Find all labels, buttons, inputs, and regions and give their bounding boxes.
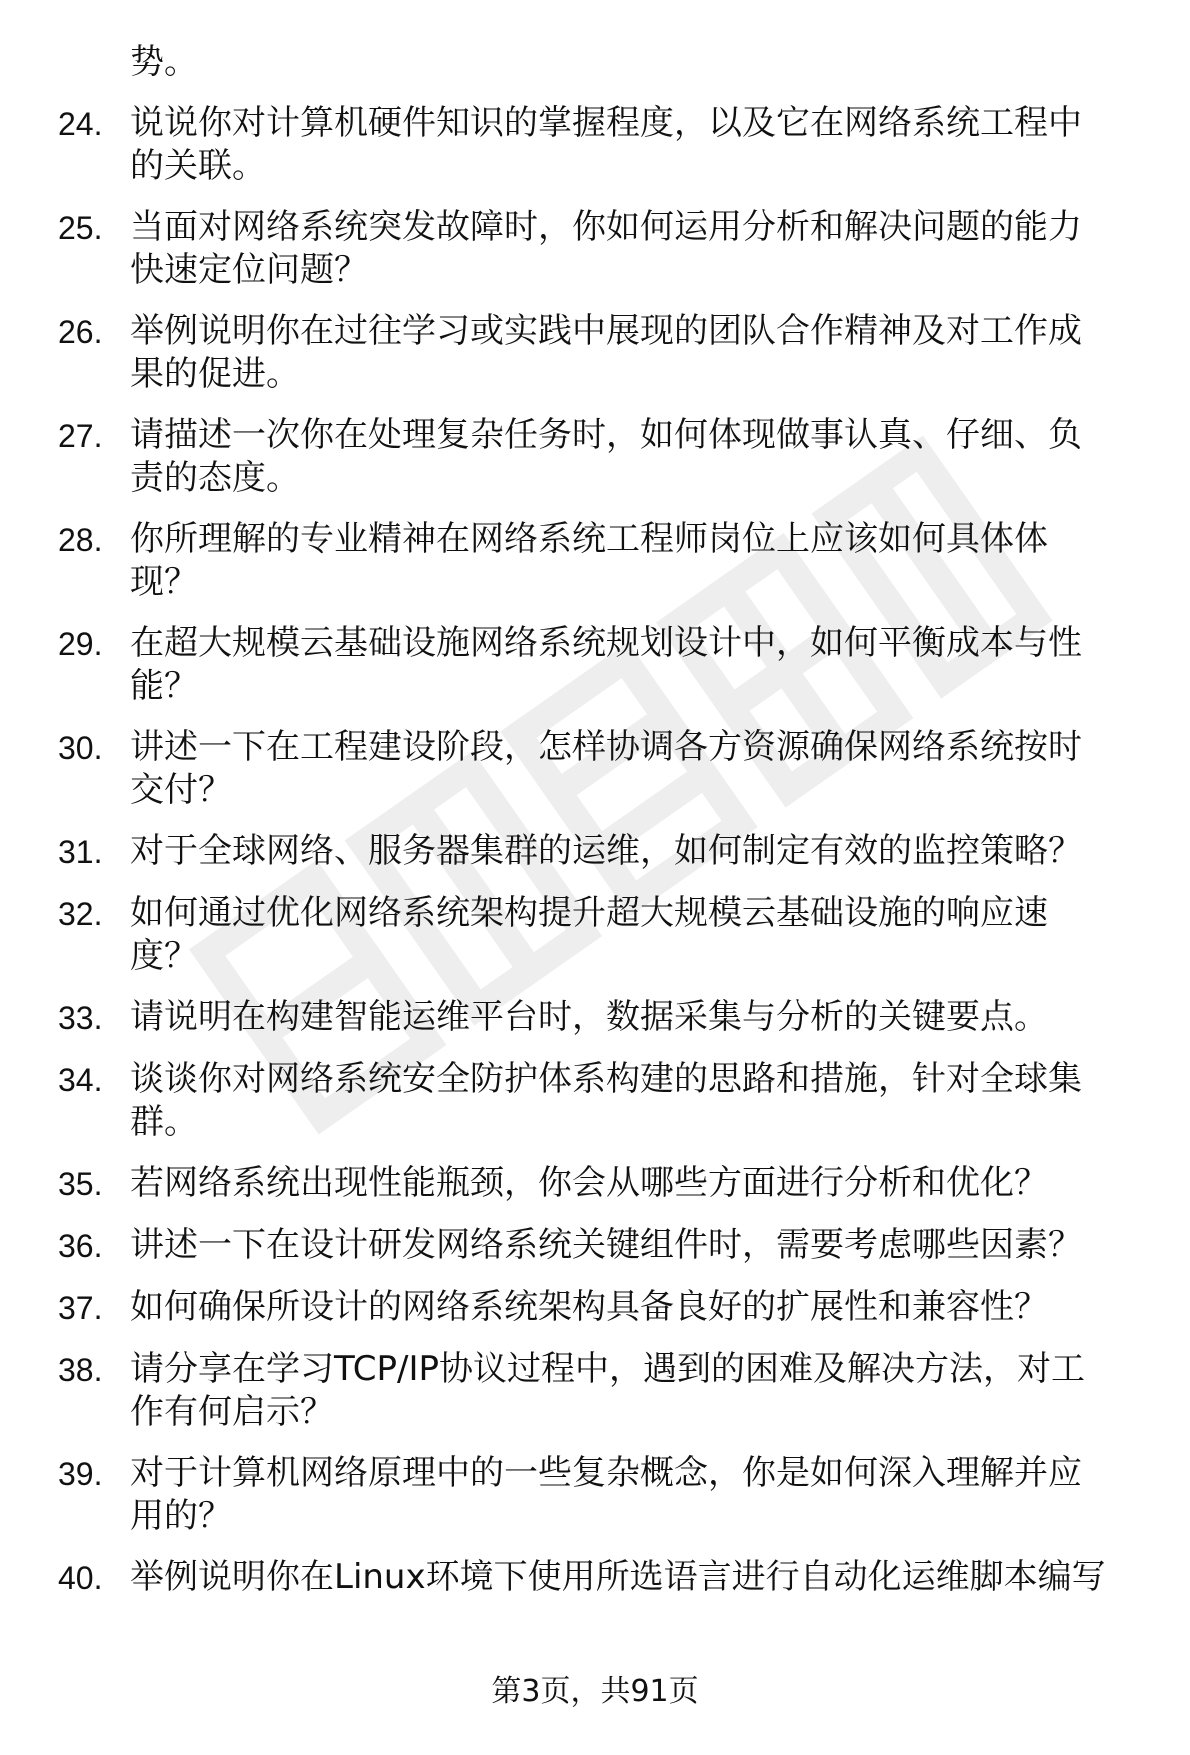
question-text-line: 如何确保所设计的网络系统架构具备良好的扩展性和兼容性？ — [130, 1287, 1048, 1327]
question-number: 27. — [58, 418, 103, 454]
question-item — [58, 622, 1148, 708]
question-item — [58, 996, 1148, 1040]
question-text-line: 交付？ — [130, 770, 232, 810]
question-item — [58, 102, 1148, 188]
question-item — [58, 830, 1148, 874]
question-number: 38. — [58, 1352, 103, 1388]
question-text — [130, 726, 1140, 812]
question-number: 40. — [58, 1560, 103, 1596]
question-text-line: 的关联。 — [130, 146, 266, 186]
question-text-line: 讲述一下在设计研发网络系统关键组件时，需要考虑哪些因素？ — [130, 1225, 1082, 1265]
question-text-line: 当面对网络系统突发故障时，你如何运用分析和解决问题的能力 — [130, 207, 1082, 247]
question-text-line: 举例说明你在过往学习或实践中展现的团队合作精神及对工作成 — [130, 311, 1082, 351]
question-text — [130, 830, 1140, 873]
question-item — [58, 1286, 1148, 1330]
question-list — [58, 40, 1148, 1618]
question-item — [58, 414, 1148, 500]
question-item — [58, 1556, 1148, 1600]
question-text-line: 群。 — [130, 1102, 198, 1142]
question-text-line: 请说明在构建智能运维平台时，数据采集与分析的关键要点。 — [130, 997, 1048, 1037]
question-item — [58, 892, 1148, 978]
question-text-line: 现？ — [130, 562, 198, 602]
question-number: 36. — [58, 1228, 103, 1264]
question-text-line: 快速定位问题？ — [130, 250, 368, 290]
question-number: 31. — [58, 834, 103, 870]
question-number: 26. — [58, 314, 103, 350]
question-number: 39. — [58, 1456, 103, 1492]
question-text-line: 能？ — [130, 666, 198, 706]
question-text-line: 请分享在学习TCP/IP协议过程中，遇到的困难及解决方法，对工 — [130, 1349, 1086, 1389]
question-text-line: 讲述一下在工程建设阶段，怎样协调各方资源确保网络系统按时 — [130, 727, 1082, 767]
question-text — [130, 892, 1140, 978]
question-text-line: 谈谈你对网络系统安全防护体系构建的思路和措施，针对全球集 — [130, 1059, 1082, 1099]
question-number: 32. — [58, 896, 103, 932]
question-text — [130, 622, 1140, 708]
question-number: 35. — [58, 1166, 103, 1202]
question-item — [58, 206, 1148, 292]
question-item — [58, 1058, 1148, 1144]
question-text — [130, 1224, 1140, 1267]
continuation-text: 势。 — [130, 42, 198, 82]
question-item — [58, 1452, 1148, 1538]
question-text-line: 作有何启示？ — [130, 1392, 334, 1432]
question-text-line: 说说你对计算机硬件知识的掌握程度，以及它在网络系统工程中 — [130, 103, 1082, 143]
question-number: 24. — [58, 106, 103, 142]
page-number-footer: 第3页，共91页 — [491, 1674, 699, 1709]
question-text-line: 举例说明你在Linux环境下使用所选语言进行自动化运维脚本编写 — [130, 1557, 1106, 1597]
question-text — [130, 996, 1140, 1039]
question-text — [130, 1556, 1140, 1599]
question-text — [130, 1058, 1140, 1144]
question-text — [130, 102, 1140, 188]
question-text-line: 在超大规模云基础设施网络系统规划设计中，如何平衡成本与性 — [130, 623, 1082, 663]
question-number: 37. — [58, 1290, 103, 1326]
question-number: 33. — [58, 1000, 103, 1036]
question-text — [130, 206, 1140, 292]
question-text — [130, 1162, 1140, 1205]
question-text-line: 度？ — [130, 936, 198, 976]
question-text-line: 如何通过优化网络系统架构提升超大规模云基础设施的响应速 — [130, 893, 1048, 933]
question-number: 34. — [58, 1062, 103, 1098]
question-text — [130, 1348, 1140, 1434]
question-item — [58, 726, 1148, 812]
question-text — [130, 310, 1140, 396]
question-item — [58, 1348, 1148, 1434]
question-item — [58, 310, 1148, 396]
question-text-line: 责的态度。 — [130, 458, 300, 498]
question-text-line: 你所理解的专业精神在网络系统工程师岗位上应该如何具体体 — [130, 519, 1048, 559]
question-item — [58, 518, 1148, 604]
question-number: 30. — [58, 730, 103, 766]
question-text-line: 对于计算机网络原理中的一些复杂概念，你是如何深入理解并应 — [130, 1453, 1082, 1493]
question-text — [130, 1452, 1140, 1538]
question-text — [130, 1286, 1140, 1329]
question-text-line: 果的促进。 — [130, 354, 300, 394]
question-text — [130, 518, 1140, 604]
question-number: 28. — [58, 522, 103, 558]
question-item — [58, 1224, 1148, 1268]
question-text-line: 用的？ — [130, 1496, 232, 1536]
question-number: 25. — [58, 210, 103, 246]
question-text-line: 请描述一次你在处理复杂任务时，如何体现做事认真、仔细、负 — [130, 415, 1082, 455]
question-text-line: 对于全球网络、服务器集群的运维，如何制定有效的监控策略？ — [130, 831, 1082, 871]
question-item — [58, 1162, 1148, 1206]
question-text — [130, 414, 1140, 500]
question-number: 29. — [58, 626, 103, 662]
question-text-line: 若网络系统出现性能瓶颈，你会从哪些方面进行分析和优化？ — [130, 1163, 1048, 1203]
